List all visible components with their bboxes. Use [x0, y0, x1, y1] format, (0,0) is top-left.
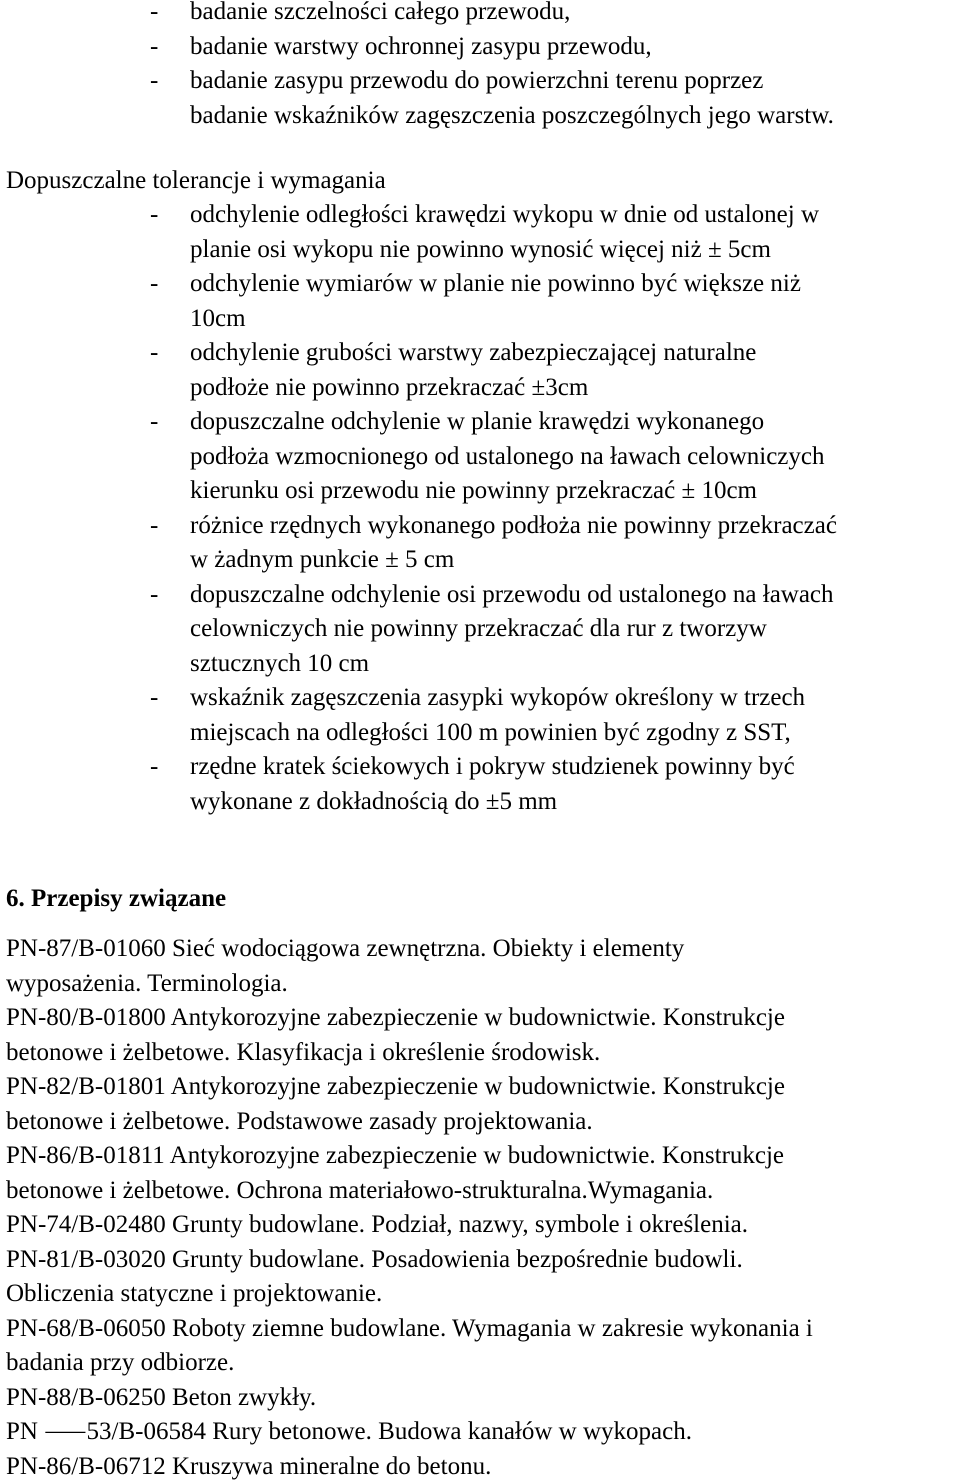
list-item — [0, 336, 960, 405]
norm-line: PN-74/B-02480 Grunty budowlane. Podział, nazwy, symbole i określenia. — [6, 1208, 960, 1243]
item-line: 10cm — [190, 302, 960, 337]
list-item — [0, 64, 960, 133]
inspection-list — [0, 0, 960, 133]
item-line: sztucznych 10 cm — [190, 647, 960, 682]
item-line: celowniczych nie powinny przekraczać dla rur z tworzyw — [190, 612, 960, 647]
list-item — [0, 198, 960, 267]
list-item — [0, 509, 960, 578]
list-item — [0, 267, 960, 336]
item-line: rzędne kratek ściekowych i pokryw studzienek powinny być — [190, 750, 960, 785]
norm-entry — [6, 1312, 960, 1381]
list-dash: - — [150, 578, 158, 613]
norm-line: betonowe i żelbetowe. Klasyfikacja i określenie środowisk. — [6, 1036, 960, 1071]
tolerances-title: Dopuszczalne tolerancje i wymagania — [6, 164, 386, 199]
list-dash: - — [150, 509, 158, 544]
norm-line: PN-86/B-06712 Kruszywa mineralne do betonu. — [6, 1450, 960, 1484]
item-line: planie osi wykopu nie powinno wynosić więcej niż ± 5cm — [190, 233, 960, 268]
item-line: kierunku osi przewodu nie powinny przekraczać ± 10cm — [190, 474, 960, 509]
norm-entry — [6, 1001, 960, 1070]
norm-line: wyposażenia. Terminologia. — [6, 967, 960, 1002]
norms-list — [6, 932, 960, 1484]
norm-entry — [6, 1208, 960, 1243]
list-item — [0, 750, 960, 819]
item-line: odchylenie wymiarów w planie nie powinno być większe niż — [190, 267, 960, 302]
norm-line: PN-81/B-03020 Grunty budowlane. Posadowienia bezpośrednie budowli. — [6, 1243, 960, 1278]
item-line: wskaźnik zagęszczenia zasypki wykopów określony w trzech — [190, 681, 960, 716]
norm-line: PN ⸺53/B-06584 Rury betonowe. Budowa kanałów w wykopach. — [6, 1415, 960, 1450]
list-item — [0, 681, 960, 750]
norm-line: badania przy odbiorze. — [6, 1346, 960, 1381]
item-line: odchylenie odległości krawędzi wykopu w dnie od ustalonej w — [190, 198, 960, 233]
item-line: badanie warstwy ochronnej zasypu przewodu, — [190, 30, 960, 65]
norm-entry — [6, 1243, 960, 1312]
item-line: wykonane z dokładnością do ±5 mm — [190, 785, 960, 820]
norm-line: betonowe i żelbetowe. Ochrona materiałowo-strukturalna.Wymagania. — [6, 1174, 960, 1209]
list-dash: - — [150, 267, 158, 302]
norm-entry — [6, 1450, 960, 1484]
list-item — [0, 578, 960, 682]
norm-line: PN-82/B-01801 Antykorozyjne zabezpieczenie w budownictwie. Konstrukcje — [6, 1070, 960, 1105]
item-line: różnice rzędnych wykonanego podłoża nie powinny przekraczać — [190, 509, 960, 544]
norm-entry — [6, 932, 960, 1001]
item-line: badanie szczelności całego przewodu, — [190, 0, 960, 30]
item-line: w żadnym punkcie ± 5 cm — [190, 543, 960, 578]
list-dash: - — [150, 198, 158, 233]
norm-line: PN-88/B-06250 Beton zwykły. — [6, 1381, 960, 1416]
list-dash: - — [150, 64, 158, 99]
list-item — [0, 30, 960, 65]
list-item — [0, 0, 960, 30]
list-dash: - — [150, 30, 158, 65]
item-line: miejscach na odległości 100 m powinien być zgodny z SST, — [190, 716, 960, 751]
item-line: badanie zasypu przewodu do powierzchni terenu poprzez — [190, 64, 960, 99]
list-dash: - — [150, 681, 158, 716]
item-line: podłoża wzmocnionego od ustalonego na ławach celowniczych — [190, 440, 960, 475]
item-line: dopuszczalne odchylenie w planie krawędzi wykonanego — [190, 405, 960, 440]
norm-line: PN-80/B-01800 Antykorozyjne zabezpieczenie w budownictwie. Konstrukcje — [6, 1001, 960, 1036]
item-line: badanie wskaźników zagęszczenia poszczególnych jego warstw. — [190, 99, 960, 134]
norm-line: PN-86/B-01811 Antykorozyjne zabezpieczenie w budownictwie. Konstrukcje — [6, 1139, 960, 1174]
list-dash: - — [150, 750, 158, 785]
item-line: odchylenie grubości warstwy zabezpieczającej naturalne — [190, 336, 960, 371]
norm-line: Obliczenia statyczne i projektowanie. — [6, 1277, 960, 1312]
norm-line: PN-68/B-06050 Roboty ziemne budowlane. Wymagania w zakresie wykonania i — [6, 1312, 960, 1347]
norm-line: betonowe i żelbetowe. Podstawowe zasady projektowania. — [6, 1105, 960, 1140]
norm-entry — [6, 1139, 960, 1208]
list-dash: - — [150, 405, 158, 440]
list-item — [0, 405, 960, 509]
tolerances-list — [0, 198, 960, 819]
list-dash: - — [150, 0, 158, 30]
item-line: dopuszczalne odchylenie osi przewodu od ustalonego na ławach — [190, 578, 960, 613]
norm-line: PN-87/B-01060 Sieć wodociągowa zewnętrzna. Obiekty i elementy — [6, 932, 960, 967]
section-heading: 6. Przepisy związane — [6, 882, 226, 917]
norm-entry — [6, 1415, 960, 1450]
norm-entry — [6, 1381, 960, 1416]
list-dash: - — [150, 336, 158, 371]
item-line: podłoże nie powinno przekraczać ±3cm — [190, 371, 960, 406]
norm-entry — [6, 1070, 960, 1139]
